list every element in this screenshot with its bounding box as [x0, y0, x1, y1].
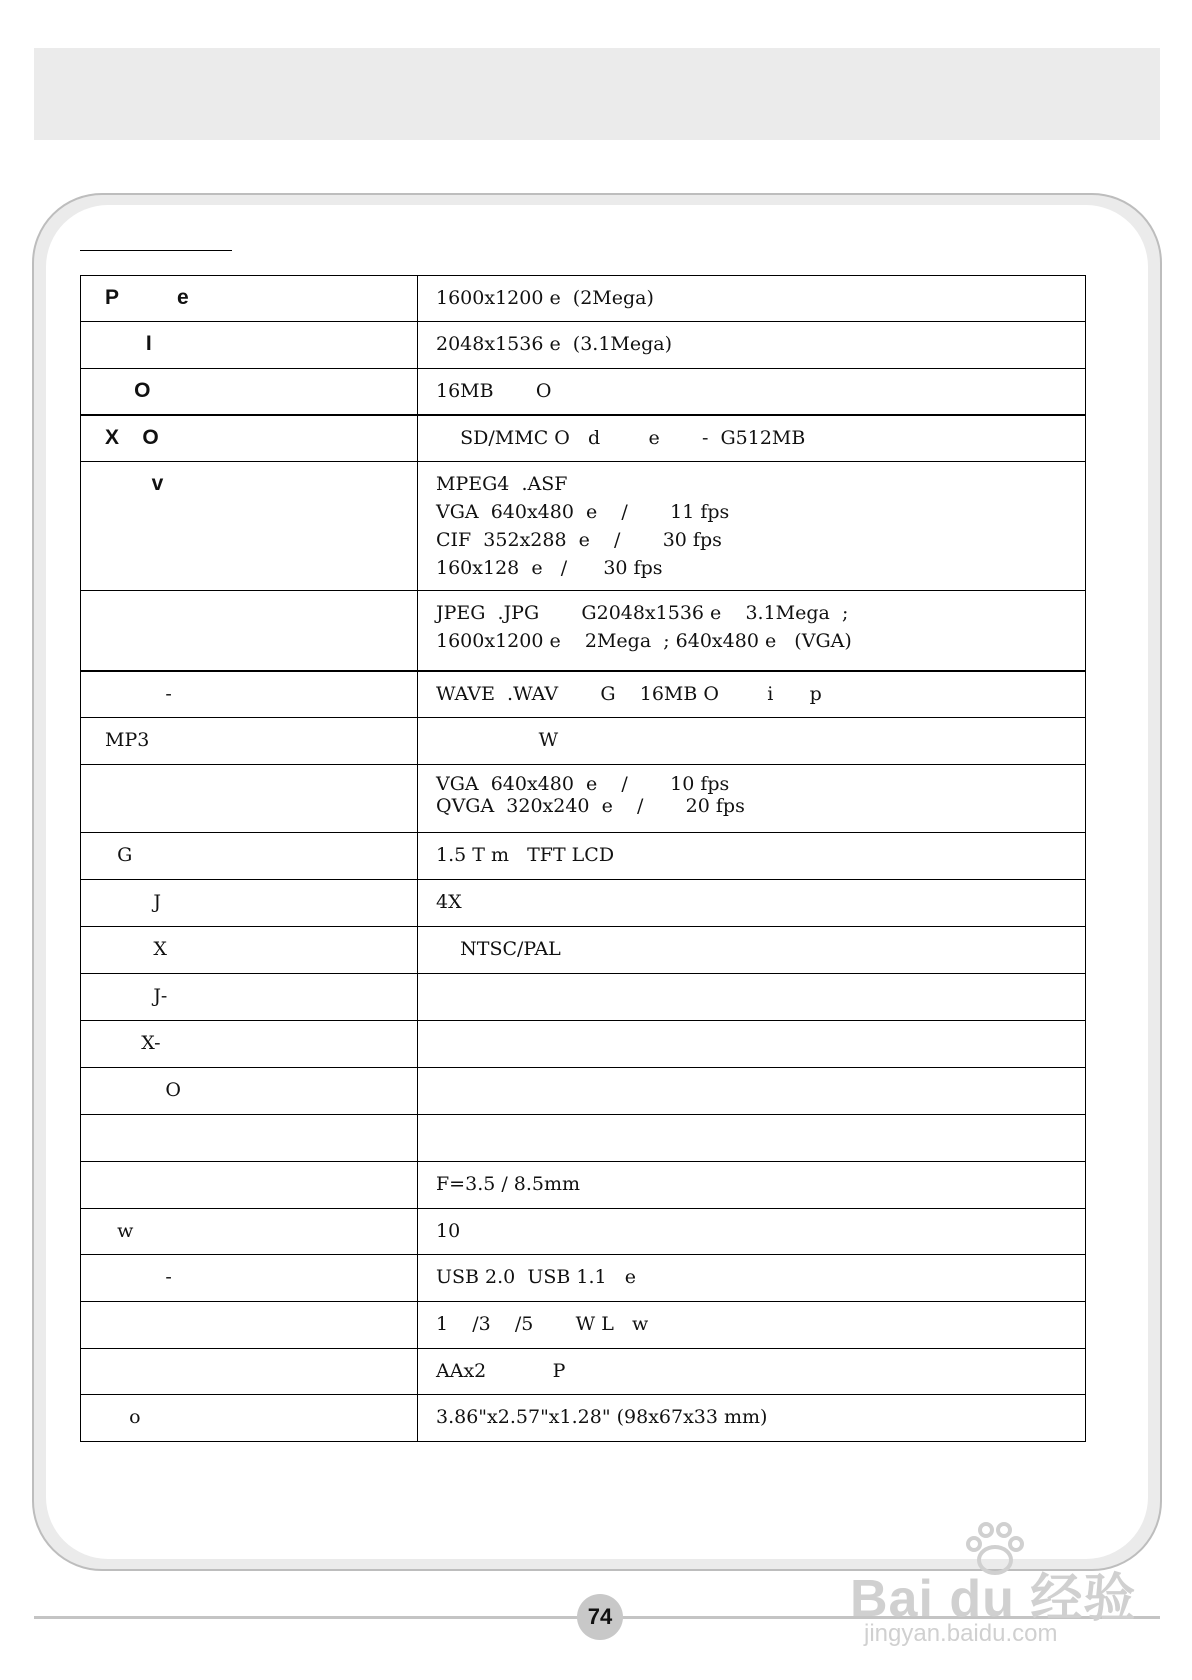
spec-value — [418, 1395, 1086, 1442]
table-row — [81, 833, 1086, 880]
spec-value-line: NTSC/PAL — [436, 938, 561, 960]
spec-label: X- — [81, 1021, 418, 1068]
table-row — [81, 974, 1086, 1021]
specifications-table — [80, 275, 1086, 1442]
spec-label: o — [81, 1395, 418, 1442]
spec-value — [418, 1162, 1086, 1209]
table-row — [81, 1021, 1086, 1068]
spec-label: X — [81, 927, 418, 974]
page-number: 74 — [577, 1594, 623, 1640]
table-row — [81, 462, 1086, 591]
spec-value-line: QVGA 320x240 e / 20 fps — [436, 795, 745, 817]
spec-value — [418, 1115, 1086, 1162]
spec-label: X O — [81, 415, 418, 462]
spec-label: G — [81, 833, 418, 880]
spec-value-line: WAVE .WAV G 16MB O i p — [436, 682, 822, 705]
spec-value — [418, 276, 1086, 322]
spec-label: P e — [81, 276, 418, 322]
table-row — [81, 1395, 1086, 1442]
spec-value-line: F=3.5 / 8.5mm — [436, 1173, 581, 1195]
spec-value — [418, 718, 1086, 765]
spec-value — [418, 974, 1086, 1021]
spec-label: J — [81, 880, 418, 927]
spec-value — [418, 1209, 1086, 1255]
spec-value-line: VGA 640x480 e / 10 fps — [436, 773, 730, 795]
spec-label: w — [81, 1209, 418, 1255]
spec-label — [81, 1162, 418, 1209]
spec-value-line: AAx2 P — [436, 1360, 566, 1382]
spec-label: MP3 — [81, 718, 418, 765]
table-row — [81, 880, 1086, 927]
spec-value — [418, 765, 1086, 833]
spec-label: v — [81, 462, 418, 591]
spec-value — [418, 369, 1086, 415]
table-row — [81, 591, 1086, 671]
table-row — [81, 927, 1086, 974]
section-heading-rule — [80, 250, 232, 251]
table-row — [81, 276, 1086, 322]
spec-value-line: 10 — [436, 1220, 461, 1242]
spec-value — [418, 833, 1086, 880]
table-row — [81, 765, 1086, 833]
spec-label — [81, 1302, 418, 1349]
table-row — [81, 1302, 1086, 1349]
spec-label — [81, 1115, 418, 1162]
spec-value-line: 1600x1200 e (2Mega) — [436, 287, 654, 309]
table-row — [81, 415, 1086, 462]
spec-value — [418, 462, 1086, 591]
spec-value-line: 2048x1536 e (3.1Mega) — [436, 333, 673, 355]
spec-label — [81, 591, 418, 671]
spec-value-line: 1600x1200 e 2Mega ; 640x480 e (VGA) — [436, 630, 852, 652]
spec-value — [418, 1302, 1086, 1349]
spec-value — [418, 1349, 1086, 1395]
spec-value-line: 3.86"x2.57"x1.28" (98x67x33 mm) — [436, 1406, 768, 1428]
spec-value-line: JPEG .JPG G2048x1536 e 3.1Mega ; — [436, 602, 849, 624]
spec-value — [418, 880, 1086, 927]
spec-value — [418, 591, 1086, 671]
spec-value-line: 1 /3 /5 W L w — [436, 1313, 649, 1335]
spec-value-line: 16MB O — [436, 380, 552, 402]
spec-value-line: MPEG4 .ASF — [436, 473, 568, 495]
spec-value — [418, 415, 1086, 462]
spec-value — [418, 1255, 1086, 1302]
spec-value — [418, 1068, 1086, 1115]
spec-value-line: W — [436, 729, 559, 751]
table-row — [81, 718, 1086, 765]
spec-value-line: 160x128 e / 30 fps — [436, 557, 663, 579]
table-row — [81, 322, 1086, 369]
spec-label: J- — [81, 974, 418, 1021]
table-row — [81, 1115, 1086, 1162]
spec-label — [81, 1349, 418, 1395]
table-row — [81, 671, 1086, 718]
spec-value — [418, 927, 1086, 974]
spec-value-line: CIF 352x288 e / 30 fps — [436, 529, 722, 551]
spec-label: I — [81, 322, 418, 369]
spec-value-line: 4X — [436, 891, 462, 913]
spec-value-line: USB 2.0 USB 1.1 e — [436, 1266, 636, 1288]
table-row — [81, 1162, 1086, 1209]
spec-value — [418, 322, 1086, 369]
spec-label — [81, 765, 418, 833]
table-row — [81, 1255, 1086, 1302]
spec-value-line: 1.5 T m TFT LCD — [436, 844, 615, 866]
table-row — [81, 369, 1086, 415]
spec-label: O — [81, 369, 418, 415]
spec-value-line: SD/MMC O d e - G512MB — [436, 426, 806, 449]
watermark-logo-text: Bai du 经验 — [850, 1570, 1137, 1628]
spec-value-line: VGA 640x480 e / 11 fps — [436, 501, 730, 523]
table-row — [81, 1068, 1086, 1115]
spec-label: O — [81, 1068, 418, 1115]
top-header-band — [34, 48, 1160, 140]
spec-label: - — [81, 671, 418, 718]
table-row — [81, 1349, 1086, 1395]
watermark-url: jingyan.baidu.com — [864, 1620, 1058, 1647]
spec-value — [418, 671, 1086, 718]
table-row — [81, 1209, 1086, 1255]
spec-value — [418, 1021, 1086, 1068]
spec-label: - — [81, 1255, 418, 1302]
